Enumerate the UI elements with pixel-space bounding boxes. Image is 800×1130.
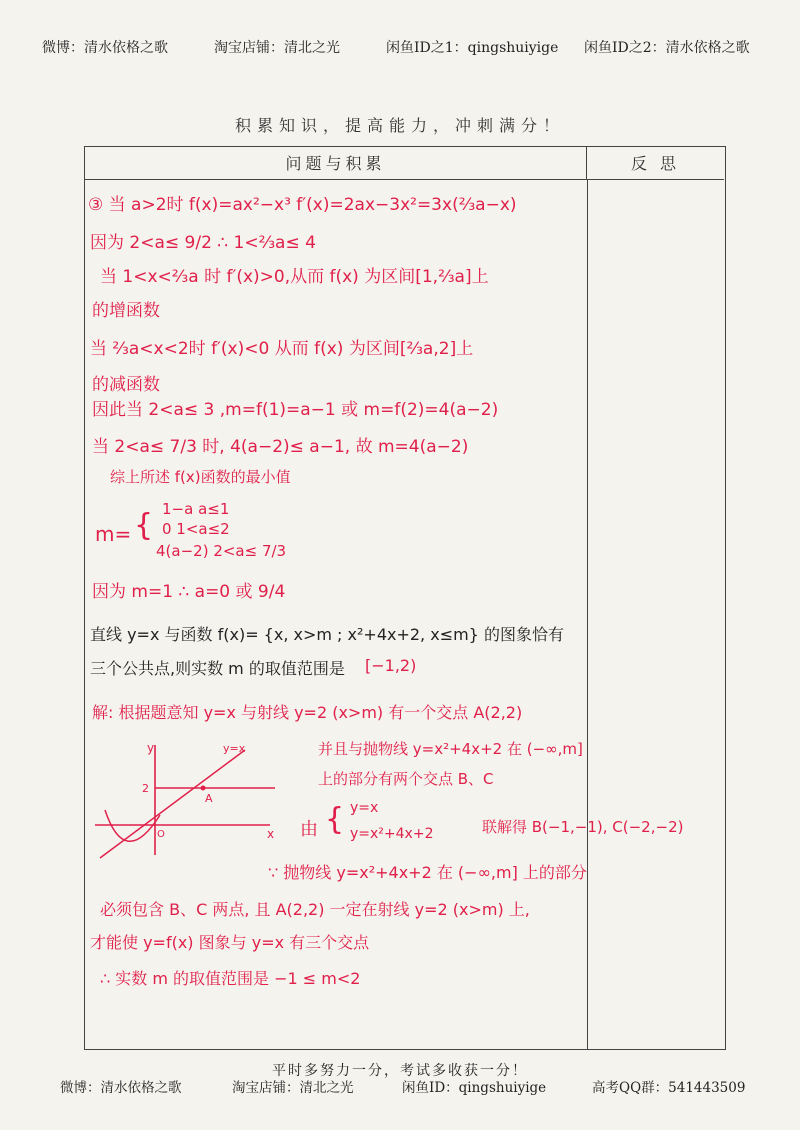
system-eq-2: y=x²+4x+2 <box>350 826 434 842</box>
footer-qq: 高考QQ群：541443509 <box>592 1080 746 1096</box>
piecewise-m: m= <box>95 522 132 546</box>
footer-weibo: 微博：清水依格之歌 <box>60 1080 182 1096</box>
note-line: ③ 当 a>2时 f(x)=ax²−x³ f′(x)=2ax−3x²=3x(⅔a−x) <box>88 195 517 215</box>
line-label: y=x <box>223 742 246 755</box>
header-taobao: 淘宝店铺：清北之光 <box>214 40 340 56</box>
piece-3: 4(a−2) 2<a≤ 7/3 <box>156 542 287 560</box>
footer-taobao: 淘宝店铺：清北之光 <box>232 1080 354 1096</box>
header-xianyu2: 闲鱼ID之2：清水依格之歌 <box>584 40 750 56</box>
note-line: 当 1<x<⅔a 时 f′(x)>0,从而 f(x) 为区间[1,⅔a]上 <box>100 267 489 287</box>
solution-line: 才能使 y=f(x) 图象与 y=x 有三个交点 <box>90 933 370 952</box>
column-header-questions: 问题与积累 <box>85 147 587 180</box>
question-answer: [−1,2) <box>365 656 417 675</box>
note-line: 的增函数 <box>92 301 160 321</box>
header-weibo: 微博：清水依格之歌 <box>42 40 168 56</box>
top-motto: 积累知识，提高能力，冲刺满分！ <box>234 116 565 135</box>
note-line: 因为 2<a≤ 9/2 ∴ 1<⅔a≤ 4 <box>90 233 316 253</box>
piece-2: 0 1<a≤2 <box>162 520 230 538</box>
x-axis-label: x <box>267 827 275 841</box>
solution-line: 解: 根据题意知 y=x 与射线 y=2 (x>m) 有一个交点 A(2,2) <box>92 703 523 722</box>
note-line: 的减函数 <box>92 375 160 395</box>
tick-two: 2 <box>142 782 149 795</box>
note-line: 因此当 2<a≤ 3 ,m=f(1)=a−1 或 m=f(2)=4(a−2) <box>92 400 499 420</box>
piece-1: 1−a a≤1 <box>162 500 230 518</box>
line-y-x <box>100 750 245 858</box>
note-line: 综上所述 f(x)函数的最小值 <box>110 468 291 486</box>
point-a <box>201 786 206 791</box>
solution-line: ∴ 实数 m 的取值范围是 −1 ≤ m<2 <box>100 969 361 988</box>
solution-line: 上的部分有两个交点 B、C <box>318 770 494 788</box>
y-axis-label: y <box>147 741 155 755</box>
brace: { <box>134 508 154 543</box>
origin-label: O <box>157 829 165 840</box>
point-a-label: A <box>205 792 213 805</box>
note-line: 当 2<a≤ 7/3 时, 4(a−2)≤ a−1, 故 m=4(a−2) <box>92 437 469 457</box>
solution-line: 必须包含 B、C 两点, 且 A(2,2) 一定在射线 y=2 (x>m) 上, <box>100 900 530 919</box>
note-line: 当 ⅔a<x<2时 f′(x)<0 从而 f(x) 为区间[⅔a,2]上 <box>90 339 474 359</box>
header-xianyu1: 闲鱼ID之1：qingshuiyige <box>386 40 559 56</box>
system-eq-1: y=x <box>350 800 379 816</box>
column-header-reflection: 反 思 <box>587 147 724 180</box>
solution-line: 联解得 B(−1,−1), C(−2,−2) <box>482 818 684 836</box>
solution-you: 由 <box>300 819 318 840</box>
column-divider <box>587 180 588 1050</box>
brace: { <box>325 802 345 837</box>
bottom-motto: 平时多努力一分，考试多收获一分！ <box>272 1063 528 1079</box>
solution-line: 并且与抛物线 y=x²+4x+2 在 (−∞,m] <box>318 740 583 758</box>
footer-xianyu: 闲鱼ID：qingshuiyige <box>402 1080 547 1096</box>
question-line-1: 直线 y=x 与函数 f(x)= {x, x>m ; x²+4x+2, x≤m} 的图象恰有 <box>90 625 564 644</box>
solution-line: ∵ 抛物线 y=x²+4x+2 在 (−∞,m] 上的部分 <box>268 863 587 882</box>
sketch-graph <box>95 740 285 860</box>
note-line: 因为 m=1 ∴ a=0 或 9/4 <box>92 582 286 602</box>
question-line-2: 三个公共点,则实数 m 的取值范围是 <box>90 659 345 678</box>
